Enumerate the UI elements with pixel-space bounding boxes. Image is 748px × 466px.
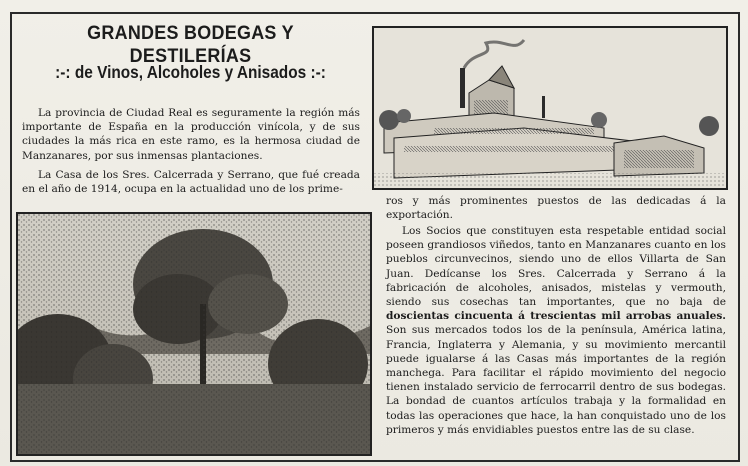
article-subtitle: :-: de Vinos, Alcoholes y Anisados :-: xyxy=(55,62,326,82)
vineyard-photograph xyxy=(16,212,372,456)
factory-illustration xyxy=(372,26,728,190)
partners-text-a: Los Socios que constituyen esta respetable entidad social poseen grandiosos viñedos, tanto en Manzanares cuanto en los pueblos circunvecinos, siendo uno de ellos Villarta de San Juan. Dedícanse los Sres. Calcerrada y Serrano á la fabricación de alcoholes, anisados, mistelas y vermouth, siendo sus cosechas tan importantes, que no baja de xyxy=(386,225,726,309)
paragraph-partners xyxy=(386,224,726,437)
paragraph-company: La Casa de los Sres. Calcerrada y Serrano, que fué creada en el año de 1914, ocupa en la actualidad uno de los prime- xyxy=(22,169,360,196)
partners-text-b: Son sus mercados todos los de la península, América latina, Francia, Inglaterra y Alemania, y su movimiento mercantil puede igualarse á las Casas más importantes de la región manchega. Para facilitar el rápido movimiento del negocio tienen instalado servicio de ferrocarril dentro de sus bodegas. La bondad de cuantos artículos trabaja y la formalidad en todas las operaciones que hace, la han conquistado uno de los primeros y más envidiables puestos entre las de su clase. xyxy=(386,324,726,436)
article-title: GRANDES BODEGAS Y DESTILERÍAS xyxy=(87,22,294,67)
vineyard-scene xyxy=(18,214,370,454)
paragraph-continued: ros y más prominentes puestos de las dedicadas á la exportación. xyxy=(386,195,726,222)
paragraph-intro: La provincia de Ciudad Real es seguramente la región más importante de España en la producción vinícola, y de sus ciudades la más rica en este ramo, es la hermosa ciudad de Manzanares, por sus inmensas plantaciones. xyxy=(22,107,360,162)
factory-drawing xyxy=(374,28,726,188)
production-figure: doscientas cincuenta á trescientas mil arrobas anuales. xyxy=(386,310,726,323)
